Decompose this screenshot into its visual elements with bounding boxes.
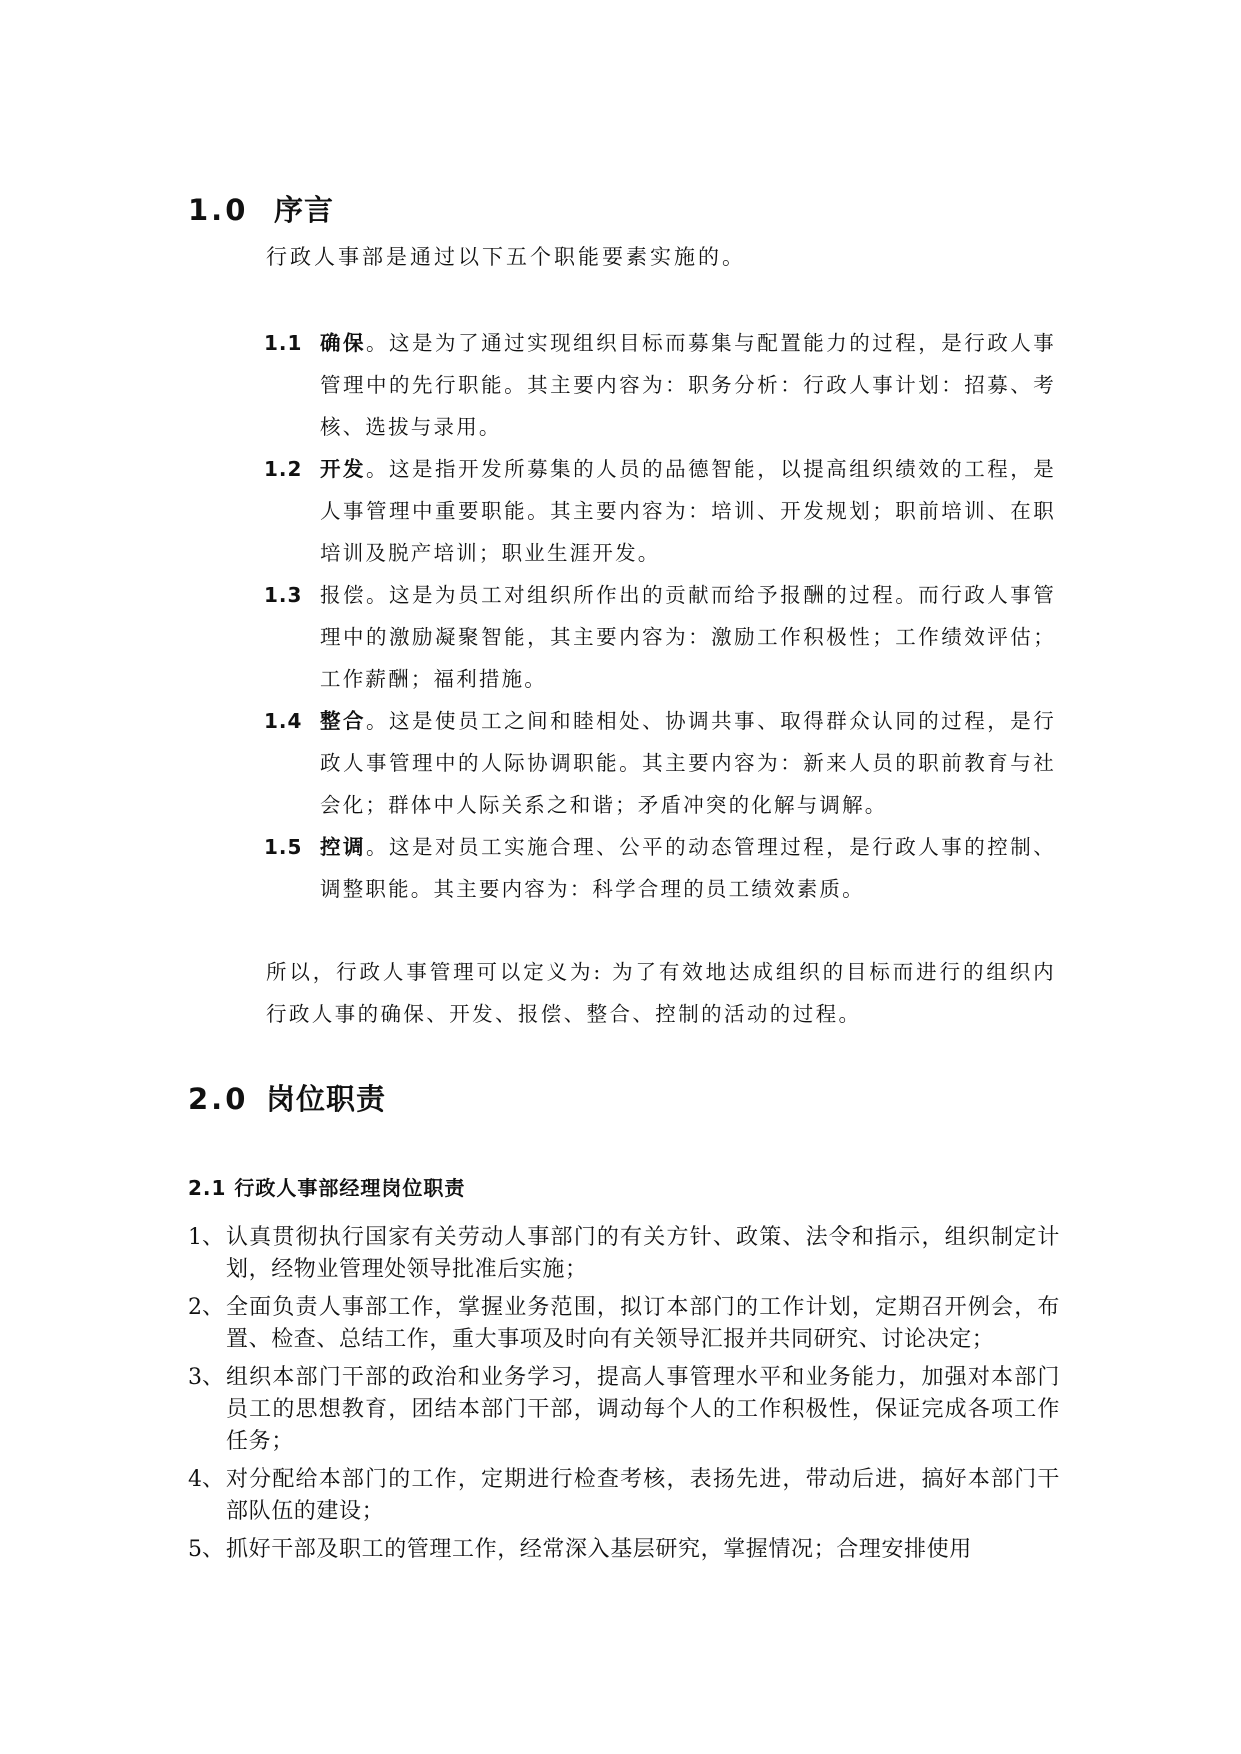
item-text: [320, 826, 1056, 910]
list-item: [264, 826, 1056, 910]
item-text: [320, 448, 1056, 574]
item-number: 1.2: [264, 457, 303, 481]
item-number: 1.1: [264, 331, 303, 355]
section-number: 2.0: [188, 1082, 249, 1116]
item-body: 报偿。这是为员工对组织所作出的贡献而给予报酬的过程。而行政人事管理中的激励凝聚智能，其主要内容为：激励工作积极性；工作绩效评估；工作薪酬；福利措施。: [320, 583, 1056, 691]
list-item: [264, 700, 1056, 826]
section-number: 1.0: [188, 193, 249, 227]
item-number: 1.5: [264, 835, 303, 859]
section-heading-1: [188, 188, 334, 229]
item-keyword: 控调: [320, 835, 367, 859]
section-summary: 所以，行政人事管理可以定义为: 为了有效地达成组织的目标而进行的组织内行政人事的确保、开发、报偿、整合、控制的活动的过程。: [266, 960, 1056, 1026]
duty-text: 对分配给本部门的工作，定期进行检查考核，表扬先进，带动后进，搞好本部门干部队伍的建设；: [226, 1467, 1060, 1524]
duty-number: 3、: [188, 1365, 224, 1390]
item-keyword: 开发: [320, 457, 367, 481]
item-text: [320, 322, 1056, 448]
duty-text: 抓好干部及职工的管理工作，经常深入基层研究，掌握情况；合理安排使用: [226, 1537, 972, 1562]
list-item: [264, 322, 1056, 448]
duty-number: 1、: [188, 1225, 224, 1250]
item-keyword: 整合: [320, 709, 367, 733]
duty-list: [188, 1222, 1060, 1572]
item-body: 。这是对员工实施合理、公平的动态管理过程，是行政人事的控制、调整职能。其主要内容为：科学合理的员工绩效素质。: [320, 835, 1057, 901]
duty-text: 认真贯彻执行国家有关劳动人事部门的有关方针、政策、法令和指示，组织制定计划，经物业管理处领导批准后实施；: [226, 1225, 1060, 1282]
list-item: [188, 1362, 1060, 1458]
list-item: [188, 1464, 1060, 1528]
list-item: [188, 1222, 1060, 1286]
function-list: [264, 322, 1056, 910]
list-item: [188, 1534, 1060, 1566]
section-title: 岗位职责: [266, 1082, 387, 1116]
duty-number: 4、: [188, 1467, 224, 1492]
item-body: 。这是指开发所募集的人员的品德智能，以提高组织绩效的工程，是人事管理中重要职能。其主要内容为：培训、开发规划；职前培训、在职培训及脱产培训；职业生涯开发。: [320, 457, 1057, 565]
list-item: [188, 1292, 1060, 1356]
item-keyword: 确保: [320, 331, 367, 355]
item-body: 。这是使员工之间和睦相处、协调共事、取得群众认同的过程，是行政人事管理中的人际协调职能。其主要内容为：新来人员的职前教育与社会化；群体中人际关系之和谐；矛盾冲突的化解与调解。: [320, 709, 1057, 817]
subsection-heading: 2.1 行政人事部经理岗位职责: [188, 1176, 466, 1200]
list-item: [264, 448, 1056, 574]
duty-text: 组织本部门干部的政治和业务学习，提高人事管理水平和业务能力，加强对本部门员工的思想教育，团结本部门干部，调动每个人的工作积极性，保证完成各项工作任务；: [226, 1365, 1060, 1454]
duty-number: 2、: [188, 1295, 224, 1320]
list-item: [264, 574, 1056, 700]
duty-text: 全面负责人事部工作，掌握业务范围，拟订本部门的工作计划，定期召开例会，布置、检查、总结工作，重大事项及时向有关领导汇报并共同研究、讨论决定；: [226, 1295, 1060, 1352]
item-text: [320, 700, 1056, 826]
section-title: 序言: [274, 193, 335, 227]
item-number: 1.4: [264, 709, 303, 733]
section-intro: 行政人事部是通过以下五个职能要素实施的。: [266, 245, 746, 269]
item-body: 。这是为了通过实现组织目标而募集与配置能力的过程，是行政人事管理中的先行职能。其主要内容为：职务分析：行政人事计划：招募、考核、选拔与录用。: [320, 331, 1057, 439]
section-heading-2: [188, 1077, 386, 1118]
duty-number: 5、: [188, 1537, 224, 1562]
item-number: 1.3: [264, 583, 303, 607]
item-text: [320, 574, 1056, 700]
